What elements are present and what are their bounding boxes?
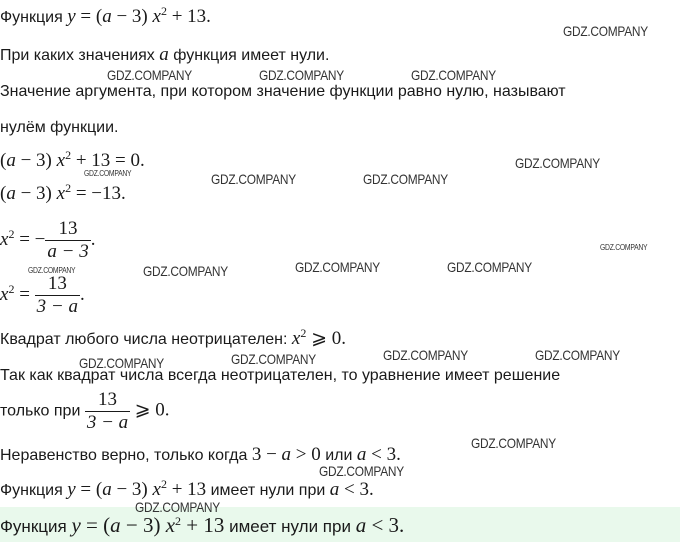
line-definition-end: нулём функции. (0, 119, 119, 136)
watermark: GDZ.COMPANY (535, 347, 620, 363)
watermark: GDZ.COMPANY (231, 351, 316, 367)
line-solution: Так как квадрат числа всегда неотрицателен, то уравнение имеет решение (0, 367, 561, 384)
watermark: GDZ.COMPANY (471, 435, 556, 451)
line-inequality: Неравенство верно, только когда 3 − a > 0 или a < 3. (0, 444, 401, 465)
equation-2: (a − 3) $x^2 = -13$. (0, 181, 126, 204)
watermark: GDZ.COMPANY (363, 171, 448, 187)
watermark: GDZ.COMPANY (383, 347, 468, 363)
fraction: $\frac{13}{3 - a}$ (36, 273, 78, 317)
equation-3: $x^2$ = − $\frac{13}{a - 3}$ . (0, 218, 96, 262)
watermark: GDZ.COMPANY (143, 263, 228, 279)
watermark: GDZ.COMPANY (319, 463, 404, 479)
line-function (0, 5, 211, 30)
answer-line: Функция y = (a − 3) $x^2 + 13$ имеет нули при a < 3. (0, 513, 405, 537)
watermark: GDZ.COMPANY (411, 67, 496, 83)
watermark: GDZ.COMPANY (295, 259, 380, 275)
line-square-nonneg: Квадрат любого числа неотрицателен: $x^2$ ⩾ 0. (0, 326, 347, 349)
formula: y = (a − 3) $x^2 + 13$. (67, 4, 211, 27)
fraction: $\frac{13}{3 - a}$ (86, 389, 129, 433)
watermark: GDZ.COMPANY (515, 155, 600, 171)
equation-1: (a − 3) $x^2 + 13 = 0$. (0, 148, 145, 171)
watermark: GDZ.COMPANY (211, 171, 296, 187)
line-question: При каких значениях a функция имеет нули. (0, 44, 330, 65)
watermark: GDZ.COMPANY (28, 266, 76, 275)
line-only-when: только при $\frac{13}{3 - a}$ ⩾ 0. (0, 389, 170, 433)
watermark: GDZ.COMPANY (259, 67, 344, 83)
watermark: GDZ.COMPANY (447, 259, 532, 275)
watermark: GDZ.COMPANY (107, 67, 192, 83)
text: Функция (0, 9, 63, 26)
watermark: GDZ.COMPANY (84, 169, 132, 178)
line-definition: Значение аргумента, при котором значение функции равно нулю, называют (0, 83, 566, 100)
watermark: GDZ.COMPANY (135, 499, 220, 515)
fraction: $\frac{13}{a - 3}$ (47, 218, 89, 262)
watermark: GDZ.COMPANY (563, 23, 648, 39)
line-conclusion: Функция y = (a − 3) $x^2 + 13$ имеет нули при a < 3. (0, 477, 374, 500)
equation-4: $x^2$ = $\frac{13}{3 - a}$ . (0, 273, 85, 317)
watermark: GDZ.COMPANY (600, 243, 648, 252)
watermark: GDZ.COMPANY (79, 355, 164, 371)
